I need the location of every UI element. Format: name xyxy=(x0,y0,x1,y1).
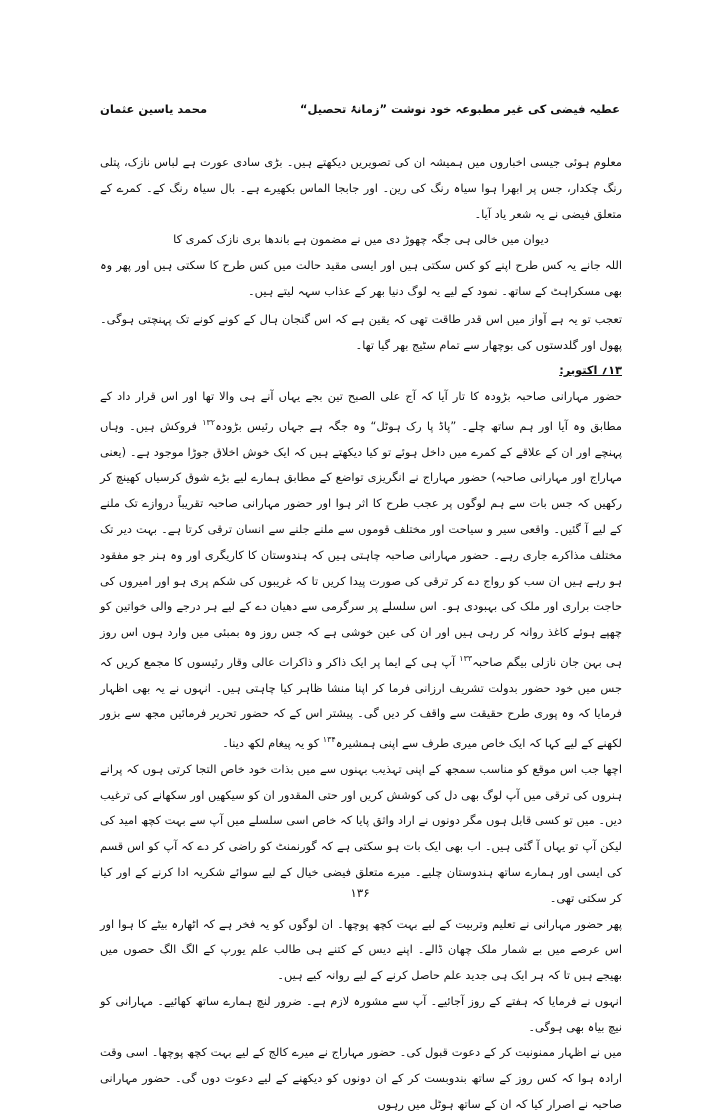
paragraph-4-part-1: حضور مہارانی صاحبہ بڑودہ کا تار آیا کہ آج علی الصبح تین بجے یہاں آنے ہی والا تھا اور اس قرار داد کے مطابق وہ آیا اور ہم ساتھ چلے۔ ”پاڈ پا رک ہوٹل“ وہ جگہ ہے جہاں رئیس بڑودہ xyxy=(100,389,623,433)
paragraph-2: اللہ جانے یہ کس طرح اپنے کو کس سکتی ہیں اور ایسی مقید حالت میں کس طرح کا سکتی ہیں اور پھر وہ بھی مسکراہٹ کے ساتھ۔ نمود کے لیے یہ لوگ دنیا بھر کے عذاب سہہ لیتے ہیں۔ xyxy=(100,258,622,298)
header-title: عطیہ فیضی کی غیر مطبوعہ خود نوشت ”زمانۂ تحصیل“ xyxy=(299,102,620,116)
paragraph-5: اچھا جب اس موقع کو مناسب سمجھ کے اپنی تہذیب بہنوں سے میں بذات خود خاص التجا کرتی ہوں کہ پرانے ہنروں کی ترقی میں آپ لوگ بھی دل کی کوشش کریں اور حتی المقدور ان کو سیکھیں اور سکھانے کی ترغیب دیں۔ میں تو کسی قابل ہوں مگر دونوں نے اراد واثق پایا کہ خاص اسی سلسلے میں آپ سے بہت کچھ امید کی لیکن آپ تو یہاں آ گئی ہیں۔ اب بھی ایک بات ہو سکتی ہے کہ گورنمنٹ کو راضی کر دے کہ آپ کو اس قسم کی ایسی اور ہمارے ساتھ ہندوستان چلیے۔ میرے متعلق فیضی خیال کے لیے سوائے شکریہ ادا کرنے کے اور کیا کر سکتی تھی۔ xyxy=(100,761,622,905)
paragraph-4 xyxy=(100,384,622,757)
paragraph-7: انہوں نے فرمایا کہ ہفتے کے روز آجائیے۔ آپ سے مشورہ لازم ہے۔ ضرور لنچ ہمارے ساتھ کھائیے۔ مہارانی کو نیچ بیاہ بھی ہوگی۔ xyxy=(100,993,622,1034)
footnote-marker-132: ۱۳۲ xyxy=(202,417,216,427)
header-author: محمد یاسین عثمان xyxy=(100,102,208,116)
date-heading: ۱۳؍ اکتوبر: xyxy=(559,363,622,378)
footnote-marker-134: ۱۳۴ xyxy=(322,735,336,745)
verse-line: دیوان میں خالی ہی جگہ چھوڑ دی میں نے مضمون ہے باندھا بری نازک کمری کا xyxy=(173,232,549,247)
running-header xyxy=(100,102,620,124)
page-number: ۱۳۶ xyxy=(350,886,370,900)
footnote-marker-133: ۱۳۳ xyxy=(459,653,473,663)
paragraph-1: معلوم ہوئی جیسی اخباروں میں ہمیشہ ان کی تصویریں دیکھتے ہیں۔ بڑی سادی عورت ہے لباس نازک، پتلی رنگ چکدار، جس پر ابھرا ہوا سیاہ رنگ کی رین۔ اور جابجا الماس بکھیرے ہے۔ بال سیاہ رنگ کے۔ کمرے کے متعلق فیضی نے یہ شعر یاد آیا۔ xyxy=(100,155,622,221)
paragraph-8: میں نے اظہار ممنونیت کر کے دعوت قبول کی۔ حضور مہاراج نے میرے کالج کے لیے بہت کچھ پوچھا۔ اسی وقت ارادہ ہوا کہ کس روز کے ساتھ بندوبست کر کے ان دونوں کو دیکھنے کے لیے دعوت دوں گی۔ حضور مہارانی صاحبہ نے اصرار کیا کہ ان کے ساتھ ہوٹل میں رہوں xyxy=(100,1045,622,1112)
paragraph-4-part-4: کو یہ پیغام لکھ دینا۔ xyxy=(222,735,320,750)
paragraph-3: تعجب تو یہ ہے آواز میں اس قدر طاقت تھی کہ یقین ہے کہ اس گنجان ہال کے کونے کونے تک پہنچتی ہوگی۔ پھول اور گلدستوں کی بوچھار سے تمام سٹیج بھر گیا تھا۔ xyxy=(100,311,622,352)
paragraph-6: پھر حضور مہارانی نے تعلیم وتربیت کے لیے بہت کچھ پوچھا۔ ان لوگوں کو یہ فخر ہے کہ اٹھارہ بیٹے کا ہوا اور اس عرصے میں بے شمار ملک چھان ڈالے۔ اپنے دیس کے کتنے ہی طالب علم یورپ کے الگ الگ حصوں میں بھیجے ہیں تا کہ ہر ایک ہی جدید علم حاصل کرنے کے لیے روانہ کیے ہیں۔ xyxy=(100,916,622,983)
document-body xyxy=(100,150,622,1118)
paragraph-4-part-2: فروکش ہیں۔ وہاں پہنچے اور ان کے علاقے کے کمرے میں داخل ہوئے تو کیا دیکھتے ہیں کہ ایک خوش اخلاق جوڑا موجود ہے۔ (یعنی مہاراج اور مہارانی صاحبہ) حضور مہاراج نے انگریزی تواضع کے مطابق ہمارے لیے بڑے شوق کرسیاں کھینچ کر رکھیں کہ جس بات سے ہم لوگوں پر عجب طرح کا اثر ہوا اور حضور مہارانی صاحبہ تقریباً دروازے تک ملنے کے لیے آ گئیں۔ واقعی سیر و سیاحت اور مختلف قوموں سے ملنے جلنے سے انسان ترقی کرتا ہے۔ بہت دیر تک مختلف مذاکرے جاری رہے۔ حضور مہارانی صاحبہ چاہتی ہیں کہ ہندوستان کا کاریگری اور وہ ہنر جو مفقود ہو رہے ہیں ان سب کو رواج دے کر ترقی کی صورت پیدا کریں تا کہ غریبوں کی شکم پری ہو اور امیروں کی حاجت براری اور ملک کی بہبودی ہو۔ اس سلسلے پر سرگرمی سے دھیان دے کے لیے ہر درجے والی خواتین کو چھپے ہوئے کاغذ روانہ کر رہی ہیں اور ان کی عین خوشی ہے کہ جس روز وہ بمبئی میں وارد ہوں اس روز ہی بہن جان نازلی بیگم صاحبہ xyxy=(100,418,622,669)
paragraph-4-part-3: آپ ہی کے ایما پر ایک ذاکر و ذاکرات عالی وقار رئیسوں کا مجمع کریں کہ جس میں خود حضور بدولت تشریف ارزانی فرما کر اپنا منشا ظاہر کیا چاہتی ہیں۔ انہوں نے یہ بھی اظہار فرمایا کہ وہ پوری طرح حقیقت سے واقف کر دیں گی۔ پیشتر اس کے کہ حضور تحریر فرمائیں مجھ سے بزور لکھنے کے لیے کہا کہ ایک خاص میری طرف سے اپنی ہمشیرہ xyxy=(100,654,622,750)
